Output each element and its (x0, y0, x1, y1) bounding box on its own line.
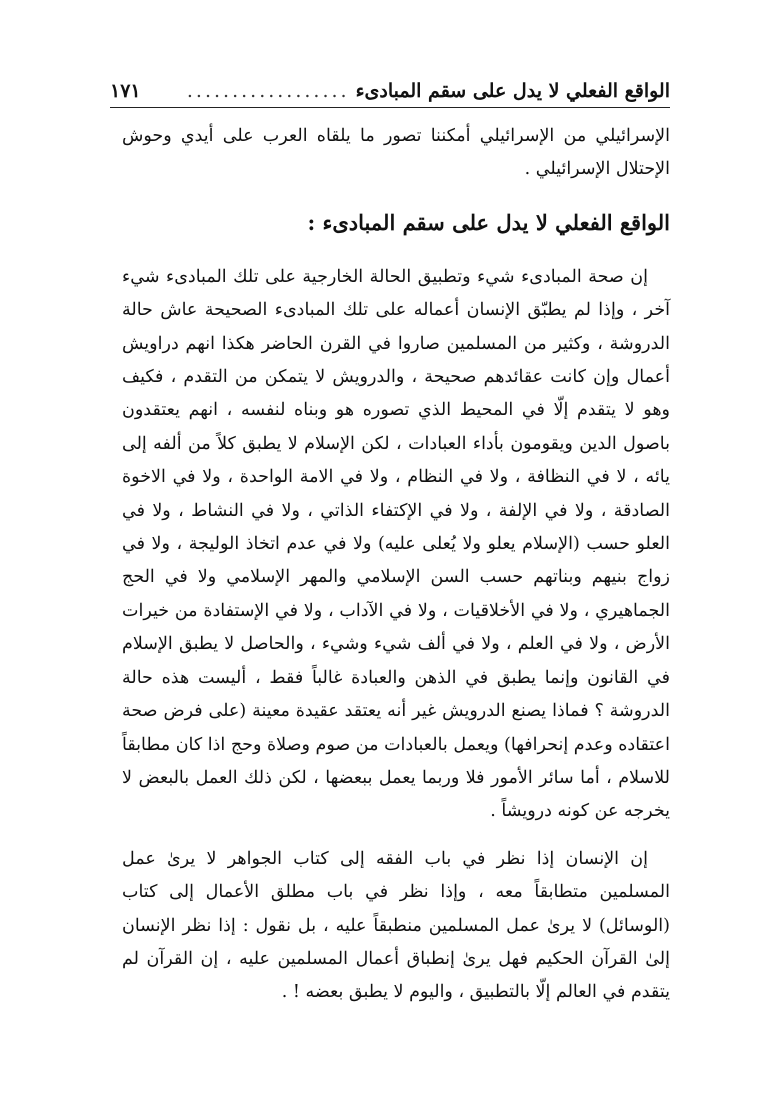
header-title: الواقع الفعلي لا يدل على سقم المبادىء (355, 80, 670, 102)
body-paragraph-2: إن الإنسان إذا نظر في باب الفقه إلى كتاب الجواهر لا يرىٰ عمل المسلمين متطابقاً معه ، وإذا نظر في باب مطلق الأعمال إلى كتاب (الوسائل) لا يرىٰ عمل المسلمين منطبقاً عليه ، بل نقول : إذا نظر الإنسان إلىٰ القرآن الحكيم فهل يرىٰ إنطباق أعمال المسلمين عليه ، إن القرآن لم يتقدم في العالم إلّا بالتطبيق ، واليوم لا يطبق بعضه ! . (122, 848, 670, 1003)
page-number: ١٧١ (110, 80, 141, 102)
section-heading: الواقع الفعلي لا يدل على سقم المبادىء : (307, 209, 670, 235)
body-paragraph-1: إن صحة المبادىء شيء وتطبيق الحالة الخارجية على تلك المبادىء شيء آخر ، وإذا لم يطبّق الإنسان أعماله على تلك المبادىء الصحيحة عاش حالة الدروشة ، وكثير من المسلمين صاروا في القرن الحاضر هكذا انهم دراويش أعمال وإن كانت عقائدهم صحيحة ، والدرويش لا يتمكن من التقدم ، فكيف وهو لا يتقدم إلّا في المحيط الذي تصوره هو وبناه لنفسه ، انهم يعتقدون باصول الدين ويقومون بأداء العبادات ، لكن الإسلام لا يطبق كلاً من ألفه إلى يائه ، لا في النظافة ، ولا في النظام ، ولا في الامة الواحدة ، ولا في الاخوة الصادقة ، ولا في الإلفة ، ولا في الإكتفاء الذاتي ، ولا في النشاط ، ولا في العلو حسب (الإسلام يعلو ولا يُعلى عليه) ولا في عدم اتخاذ الوليجة ، ولا في زواج بنيهم وبناتهم حسب السن الإسلامي والمهر الإسلامي ولا في الحج الجماهيري ، ولا في الأخلاقيات ، ولا في الآداب ، ولا في الإستفادة من خيرات الأرض ، ولا في العلم ، ولا في ألف شيء وشيء ، والحاصل لا يطبق الإسلام في القانون وإنما يطبق في الذهن والعبادة غالباً فقط ، أليست هذه حالة الدروشة ؟ فماذا يصنع الدرويش غير أنه يعتقد عقيدة معينة (على فرض صحة اعتقاده وعدم إنحرافها) ويعمل بالعبادات من صوم وصلاة وحج اذا كان مطابقاً للاسلام ، أما سائر الأمور فلا وربما يعمل ببعضها ، لكن ذلك العمل بالبعض لا يخرجه عن كونه درويشاً . (122, 266, 670, 822)
header-leader-dots: .................. (186, 80, 350, 102)
continued-paragraph: الإسرائيلي من الإسرائيلي أمكننا تصور ما يلقاه العرب على أيدي وحوش الإحتلال الإسرائيلي . (122, 126, 670, 180)
running-header (110, 75, 670, 108)
page-body (122, 120, 670, 1010)
